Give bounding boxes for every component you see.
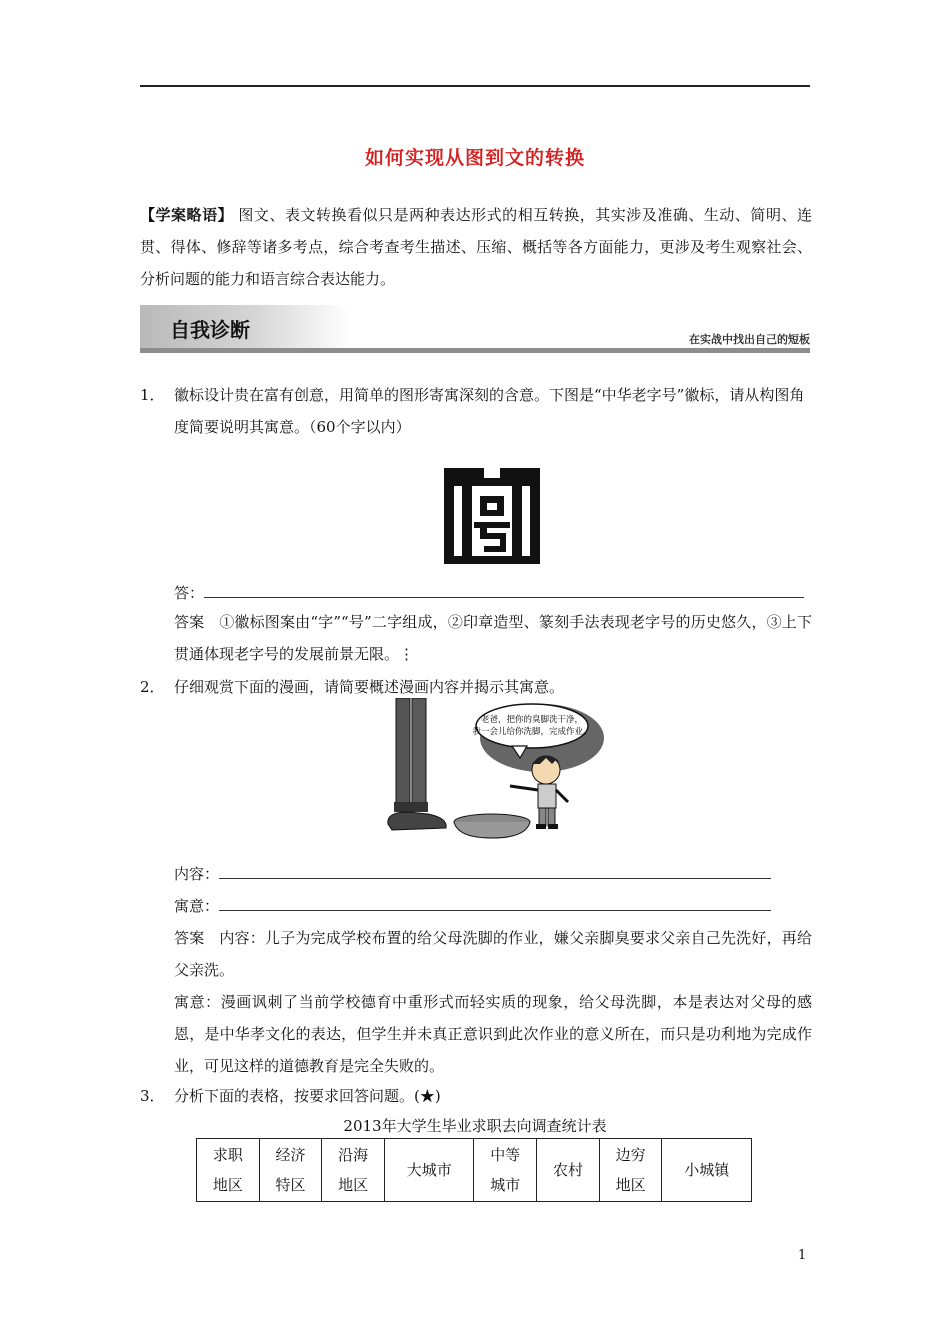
cell-line-2: 城市 <box>490 1176 521 1194</box>
q1-answer-line <box>174 577 812 609</box>
key-content: 内容：儿子为完成学校布置的给父母洗脚的作业，嫌父亲脚臭要求父亲自己先洗好，再给父亲洗。 <box>174 929 812 979</box>
question-text: 分析下面的表格，按要求回答问题。(★) <box>174 1087 441 1105</box>
cell-line-2: 地区 <box>212 1176 243 1194</box>
section-hint: 在实战中找出自己的短板 <box>689 333 810 346</box>
q2-key-content <box>174 922 812 986</box>
foot-washing-cartoon <box>382 698 604 840</box>
cell-line-1: 沿海 <box>338 1146 369 1164</box>
answer-label: 答： <box>174 584 205 602</box>
meaning-blank[interactable] <box>219 892 771 911</box>
q2-key-meaning: 寓意：漫画讽刺了当前学校德育中重形式而轻实质的现象，给父母洗脚，本是表达对父母的感恩，是中华孝文化的表达，但学生并未真正意识到此次作业的意义所在，而只是功利地为完成作业，可见这样的道德教育是完全失败的。 <box>174 993 812 1075</box>
question-number: 3． <box>140 1087 165 1105</box>
bubble-line-2: 我一会儿给你洗脚，完成作业。 <box>472 727 592 737</box>
intro-text: 图文、表文转换看似只是两种表达形式的相互转换，其实涉及准确、生动、简明、连贯、得体、修辞等诸多考点，综合考查考生描述、压缩、概括等各方面能力，更涉及考生观察社会、分析问题的能力和语言综合表达能力。 <box>140 206 812 288</box>
table-cell <box>197 1139 260 1202</box>
table-cell <box>537 1139 600 1202</box>
section-bar <box>140 348 810 353</box>
bubble-line-1: 老爸，把你的臭脚洗干净， <box>480 715 584 725</box>
content-blank[interactable] <box>219 860 771 879</box>
cell-line-1: 小城镇 <box>684 1161 730 1179</box>
table-cell <box>259 1139 322 1202</box>
table-cell <box>474 1139 537 1202</box>
key-label: 答案 <box>174 929 205 947</box>
cell-line-2: 特区 <box>275 1176 306 1194</box>
intro-paragraph <box>140 199 812 295</box>
question-3 <box>140 1080 812 1112</box>
section-banner <box>140 305 810 349</box>
table-cell <box>322 1139 385 1202</box>
table-cell <box>599 1139 662 1202</box>
q1-key <box>174 606 812 670</box>
question-1 <box>140 379 812 443</box>
question-number: 1． <box>140 386 165 404</box>
table-cell <box>662 1139 752 1202</box>
key-text: ①徽标图案由“字”“号”二字组成，②印章造型、篆刻手法表现老字号的历史悠久，③上下贯通体现老字号的发展前景无限。⋮ <box>174 613 812 663</box>
q2-content-line <box>174 858 812 890</box>
cell-line-1: 农村 <box>552 1161 583 1179</box>
answer-blank[interactable] <box>204 579 804 598</box>
cell-line-2: 地区 <box>338 1176 369 1194</box>
table-title: 2013年大学生毕业求职去向调查统计表 <box>343 1117 607 1135</box>
cell-line-1: 大城市 <box>406 1161 452 1179</box>
section-tab <box>140 305 350 349</box>
table-cell <box>384 1139 474 1202</box>
survey-table <box>196 1138 752 1202</box>
cell-line-1: 求职 <box>212 1146 243 1164</box>
question-number: 2． <box>140 678 165 696</box>
intro-lead: 【学案略语】 <box>140 206 234 224</box>
laozihao-logo-icon <box>444 468 540 564</box>
q2-meaning-line <box>174 890 812 922</box>
key-label: 答案 <box>174 613 205 631</box>
cell-line-1: 边穷 <box>615 1146 646 1164</box>
meaning-label: 寓意： <box>174 897 220 915</box>
page-title: 如何实现从图到文的转换 <box>364 147 585 169</box>
header-rule <box>140 85 810 87</box>
table-row <box>197 1139 752 1202</box>
cell-line-1: 中等 <box>490 1146 521 1164</box>
content-label: 内容： <box>174 865 220 883</box>
cell-line-2: 地区 <box>615 1176 646 1194</box>
section-heading: 自我诊断 <box>170 318 250 342</box>
question-text: 徽标设计贵在富有创意，用简单的图形寄寓深刻的含意。下图是“中华老字号”徽标，请从构图角度简要说明其寓意。（60个字以内） <box>174 386 805 436</box>
question-text: 仔细观赏下面的漫画，请简要概述漫画内容并揭示其寓意。 <box>174 678 565 696</box>
page-number: 1 <box>798 1248 807 1263</box>
cell-line-1: 经济 <box>275 1146 306 1164</box>
